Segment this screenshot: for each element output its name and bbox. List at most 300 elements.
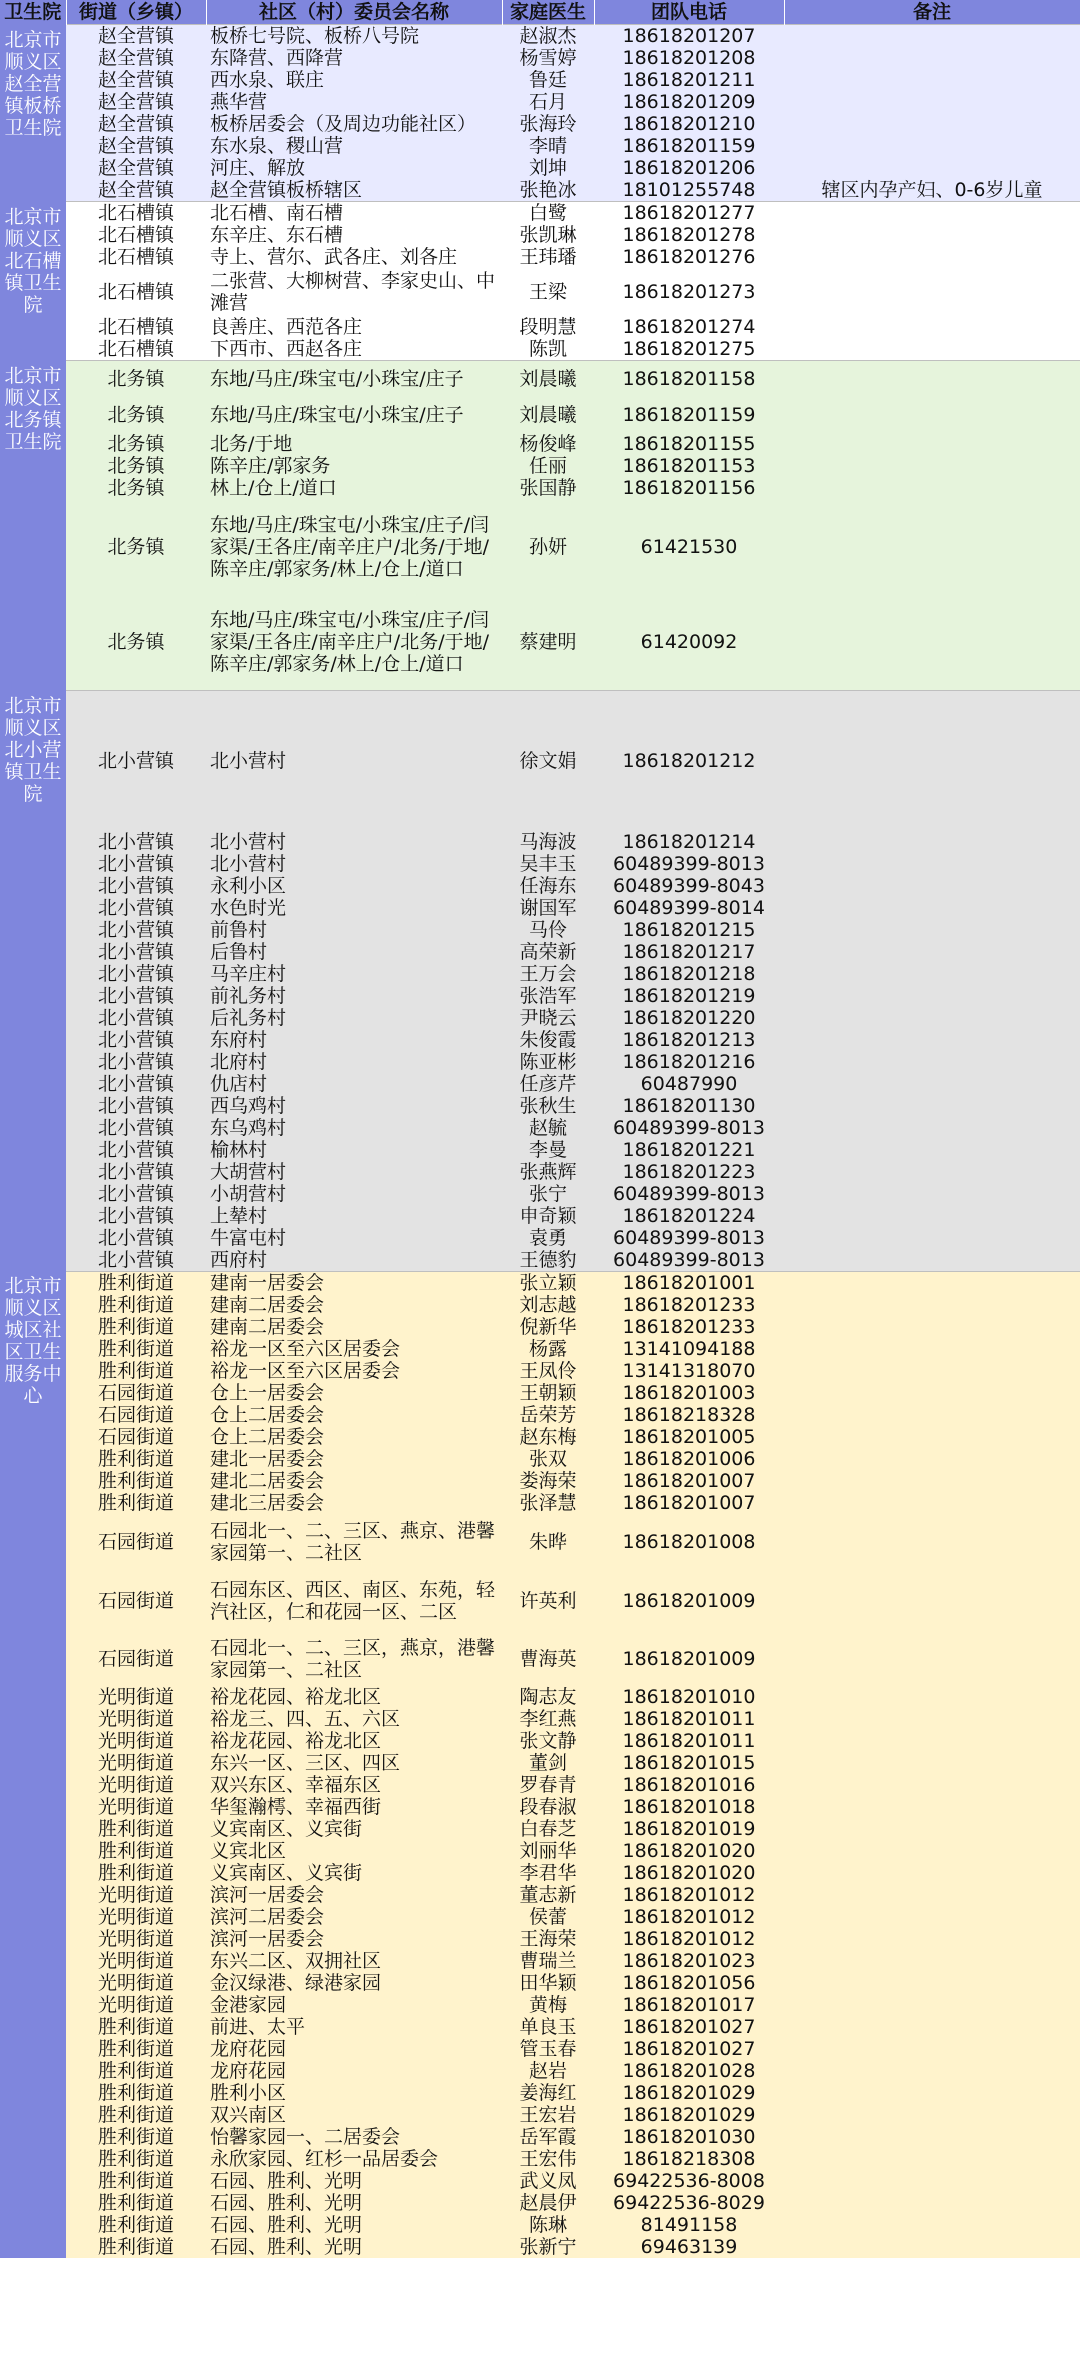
street-cell: 光明街道 [66, 1796, 206, 1818]
street-cell: 光明街道 [66, 1928, 206, 1950]
note-cell [784, 1426, 1080, 1448]
doctor-cell: 张国静 [502, 477, 594, 499]
phone-cell: 18618201159 [594, 397, 784, 433]
note-cell [784, 1862, 1080, 1884]
community-cell: 石园、胜利、光明 [206, 2214, 502, 2236]
phone-cell: 18618201012 [594, 1906, 784, 1928]
table-row [0, 2016, 1080, 2038]
community-cell: 板桥七号院、板桥八号院 [206, 25, 502, 48]
table-row [0, 897, 1080, 919]
table-row [0, 1514, 1080, 1570]
community-cell: 东辛庄、东石槽 [206, 224, 502, 246]
community-cell: 仓上二居委会 [206, 1426, 502, 1448]
table-row [0, 831, 1080, 853]
community-cell: 大胡营村 [206, 1161, 502, 1183]
note-cell [784, 1205, 1080, 1227]
table-row [0, 1818, 1080, 1840]
doctor-cell: 赵毓 [502, 1117, 594, 1139]
hospital-name: 北京市顺义区赵全营镇板桥卫生院 [0, 25, 66, 202]
community-cell: 裕龙一区至六区居委会 [206, 1338, 502, 1360]
community-cell: 石园、胜利、光明 [206, 2192, 502, 2214]
community-cell: 北小营村 [206, 853, 502, 875]
doctor-cell: 王玮璠 [502, 246, 594, 268]
community-cell: 金汉绿港、绿港家园 [206, 1972, 502, 1994]
table-row [0, 1271, 1080, 1294]
table-row [0, 963, 1080, 985]
doctor-cell: 曹瑞兰 [502, 1950, 594, 1972]
table-row [0, 1448, 1080, 1470]
phone-cell: 18618201210 [594, 113, 784, 135]
phone-cell: 18618201003 [594, 1382, 784, 1404]
phone-cell: 13141318070 [594, 1360, 784, 1382]
table-row [0, 316, 1080, 338]
table-row [0, 1774, 1080, 1796]
phone-cell: 18618201011 [594, 1708, 784, 1730]
phone-cell: 18618201233 [594, 1294, 784, 1316]
note-cell [784, 2038, 1080, 2060]
note-cell [784, 1117, 1080, 1139]
table-row [0, 1928, 1080, 1950]
note-cell [784, 1095, 1080, 1117]
note-cell [784, 455, 1080, 477]
doctor-cell: 段明慧 [502, 316, 594, 338]
phone-cell: 18618201276 [594, 246, 784, 268]
table-row [0, 113, 1080, 135]
street-cell: 石园街道 [66, 1632, 206, 1686]
street-cell: 胜利街道 [66, 1338, 206, 1360]
community-cell: 东地/马庄/珠宝屯/小珠宝/庄子/闫家渠/王各庄/南辛庄户/北务/于地/陈辛庄/郭家务/林上/仓上/道口 [206, 595, 502, 691]
street-cell: 北小营镇 [66, 875, 206, 897]
street-cell: 北小营镇 [66, 691, 206, 831]
note-cell [784, 1360, 1080, 1382]
street-cell: 胜利街道 [66, 2170, 206, 2192]
community-cell: 东兴一区、三区、四区 [206, 1752, 502, 1774]
table-row [0, 1382, 1080, 1404]
table-row [0, 202, 1080, 225]
phone-cell: 18618201030 [594, 2126, 784, 2148]
doctor-cell: 田华颖 [502, 1972, 594, 1994]
community-cell: 永欣家园、红杉一品居委会 [206, 2148, 502, 2170]
phone-cell: 18618201020 [594, 1862, 784, 1884]
community-cell: 东降营、西降营 [206, 47, 502, 69]
community-cell: 北石槽、南石槽 [206, 202, 502, 225]
table-row [0, 1249, 1080, 1272]
street-cell: 胜利街道 [66, 2148, 206, 2170]
note-cell [784, 2148, 1080, 2170]
street-cell: 北务镇 [66, 433, 206, 455]
street-cell: 赵全营镇 [66, 113, 206, 135]
note-cell [784, 1073, 1080, 1095]
note-cell [784, 1752, 1080, 1774]
phone-cell: 18618201153 [594, 455, 784, 477]
note-cell [784, 1774, 1080, 1796]
community-cell: 北务/于地 [206, 433, 502, 455]
doctor-cell: 王德豹 [502, 1249, 594, 1272]
table-row [0, 91, 1080, 113]
doctor-cell: 赵淑杰 [502, 25, 594, 48]
note-cell [784, 1271, 1080, 1294]
doctor-cell: 赵岩 [502, 2060, 594, 2082]
doctor-cell: 岳荣芳 [502, 1404, 594, 1426]
street-cell: 北石槽镇 [66, 202, 206, 225]
street-cell: 赵全营镇 [66, 179, 206, 202]
table-row [0, 2170, 1080, 2192]
doctor-cell: 李曼 [502, 1139, 594, 1161]
phone-cell: 18618218308 [594, 2148, 784, 2170]
phone-cell: 18618201005 [594, 1426, 784, 1448]
table-row [0, 1686, 1080, 1708]
hospital-name: 北京市顺义区北小营镇卫生院 [0, 691, 66, 1272]
doctor-cell: 李红燕 [502, 1708, 594, 1730]
note-cell [784, 1492, 1080, 1514]
note-cell [784, 1227, 1080, 1249]
note-cell [784, 2170, 1080, 2192]
street-cell: 赵全营镇 [66, 135, 206, 157]
phone-cell: 18618201213 [594, 1029, 784, 1051]
table-row [0, 2126, 1080, 2148]
phone-cell: 18618201207 [594, 25, 784, 48]
community-cell: 前礼务村 [206, 985, 502, 1007]
table-row [0, 941, 1080, 963]
table-row [0, 1360, 1080, 1382]
street-cell: 石园街道 [66, 1570, 206, 1632]
note-cell [784, 2016, 1080, 2038]
table-row [0, 2214, 1080, 2236]
table-row [0, 1139, 1080, 1161]
community-cell: 建北二居委会 [206, 1470, 502, 1492]
table-row [0, 1972, 1080, 1994]
doctor-cell: 李君华 [502, 1862, 594, 1884]
note-cell [784, 157, 1080, 179]
phone-cell: 18618201016 [594, 1774, 784, 1796]
phone-cell: 18618201027 [594, 2038, 784, 2060]
doctor-cell: 吴丰玉 [502, 853, 594, 875]
community-cell: 仓上二居委会 [206, 1404, 502, 1426]
phone-cell: 18618201211 [594, 69, 784, 91]
doctor-cell: 孙妍 [502, 499, 594, 595]
community-cell: 东府村 [206, 1029, 502, 1051]
table-row [0, 1470, 1080, 1492]
street-cell: 胜利街道 [66, 2082, 206, 2104]
note-cell [784, 1514, 1080, 1570]
community-cell: 东兴二区、双拥社区 [206, 1950, 502, 1972]
hospital-name: 北京市顺义区城区社区卫生服务中心 [0, 1271, 66, 2258]
note-cell [784, 2126, 1080, 2148]
note-cell [784, 202, 1080, 225]
doctor-cell: 杨俊峰 [502, 433, 594, 455]
street-cell: 胜利街道 [66, 1840, 206, 1862]
phone-cell: 18618201155 [594, 433, 784, 455]
table-row [0, 985, 1080, 1007]
community-cell: 东地/马庄/珠宝屯/小珠宝/庄子 [206, 361, 502, 397]
note-cell [784, 1840, 1080, 1862]
phone-cell: 60489399-8013 [594, 1183, 784, 1205]
note-cell [784, 316, 1080, 338]
note-cell [784, 499, 1080, 595]
doctor-cell: 白鹭 [502, 202, 594, 225]
table-row [0, 1426, 1080, 1448]
note-cell [784, 963, 1080, 985]
community-cell: 板桥居委会（及周边功能社区） [206, 113, 502, 135]
community-cell: 水色时光 [206, 897, 502, 919]
community-cell: 滨河二居委会 [206, 1906, 502, 1928]
street-cell: 光明街道 [66, 1686, 206, 1708]
note-cell [784, 91, 1080, 113]
note-cell [784, 2082, 1080, 2104]
doctor-cell: 侯蕾 [502, 1906, 594, 1928]
hospital-name: 北京市顺义区北务镇卫生院 [0, 361, 66, 691]
community-cell: 石园、胜利、光明 [206, 2236, 502, 2258]
street-cell: 胜利街道 [66, 2104, 206, 2126]
doctor-cell: 谢国军 [502, 897, 594, 919]
phone-cell: 18618201018 [594, 1796, 784, 1818]
phone-cell: 18618201007 [594, 1470, 784, 1492]
note-cell [784, 985, 1080, 1007]
table-row [0, 361, 1080, 397]
doctor-cell: 李晴 [502, 135, 594, 157]
table-row [0, 1492, 1080, 1514]
note-cell [784, 897, 1080, 919]
street-cell: 北小营镇 [66, 1161, 206, 1183]
doctor-cell: 张立颖 [502, 1271, 594, 1294]
doctor-cell: 白春芝 [502, 1818, 594, 1840]
doctor-cell: 任丽 [502, 455, 594, 477]
community-cell: 滨河一居委会 [206, 1928, 502, 1950]
phone-cell: 18618201029 [594, 2082, 784, 2104]
phone-cell: 60489399-8013 [594, 1249, 784, 1272]
street-cell: 胜利街道 [66, 2038, 206, 2060]
doctor-cell: 陈琳 [502, 2214, 594, 2236]
street-cell: 胜利街道 [66, 1448, 206, 1470]
table-row [0, 1752, 1080, 1774]
street-cell: 光明街道 [66, 1906, 206, 1928]
phone-cell: 18618201156 [594, 477, 784, 499]
street-cell: 石园街道 [66, 1404, 206, 1426]
note-cell [784, 1708, 1080, 1730]
doctor-cell: 姜海红 [502, 2082, 594, 2104]
street-cell: 赵全营镇 [66, 91, 206, 113]
phone-cell: 18618201009 [594, 1570, 784, 1632]
doctor-cell: 石月 [502, 91, 594, 113]
table-row [0, 1730, 1080, 1752]
doctor-cell: 王宏岩 [502, 2104, 594, 2126]
phone-cell: 18618201278 [594, 224, 784, 246]
street-cell: 北小营镇 [66, 1249, 206, 1272]
street-cell: 北小营镇 [66, 853, 206, 875]
note-cell [784, 1818, 1080, 1840]
community-cell: 榆林村 [206, 1139, 502, 1161]
phone-cell: 18618201008 [594, 1514, 784, 1570]
community-cell: 石园、胜利、光明 [206, 2170, 502, 2192]
phone-cell: 18618201274 [594, 316, 784, 338]
community-cell: 寺上、营尔、武各庄、刘各庄 [206, 246, 502, 268]
street-cell: 胜利街道 [66, 1271, 206, 1294]
street-cell: 石园街道 [66, 1426, 206, 1448]
street-cell: 北小营镇 [66, 963, 206, 985]
doctor-cell: 杨雪婷 [502, 47, 594, 69]
street-cell: 光明街道 [66, 1708, 206, 1730]
street-cell: 光明街道 [66, 1950, 206, 1972]
phone-cell: 18618201221 [594, 1139, 784, 1161]
doctor-cell: 管玉春 [502, 2038, 594, 2060]
note-cell [784, 69, 1080, 91]
street-cell: 胜利街道 [66, 2016, 206, 2038]
table-row [0, 47, 1080, 69]
street-cell: 北小营镇 [66, 1029, 206, 1051]
note-cell [784, 1730, 1080, 1752]
note-cell [784, 1007, 1080, 1029]
table-row [0, 2148, 1080, 2170]
street-cell: 北石槽镇 [66, 246, 206, 268]
doctor-cell: 段春淑 [502, 1796, 594, 1818]
note-cell [784, 1950, 1080, 1972]
table-row [0, 1205, 1080, 1227]
phone-cell: 60489399-8013 [594, 1117, 784, 1139]
phone-cell: 18618201209 [594, 91, 784, 113]
phone-cell: 18618201020 [594, 1840, 784, 1862]
header-doctor: 家庭医生 [502, 0, 594, 25]
phone-cell: 18618201011 [594, 1730, 784, 1752]
community-cell: 西水泉、联庄 [206, 69, 502, 91]
table-row [0, 1994, 1080, 2016]
community-cell: 陈辛庄/郭家务 [206, 455, 502, 477]
street-cell: 北小营镇 [66, 919, 206, 941]
table-row [0, 2236, 1080, 2258]
doctor-cell: 曹海英 [502, 1632, 594, 1686]
note-cell [784, 338, 1080, 361]
note-cell [784, 1183, 1080, 1205]
community-cell: 裕龙三、四、五、六区 [206, 1708, 502, 1730]
phone-cell: 18618201006 [594, 1448, 784, 1470]
phone-cell: 18618201029 [594, 2104, 784, 2126]
note-cell [784, 25, 1080, 48]
street-cell: 北务镇 [66, 499, 206, 595]
table-row [0, 1161, 1080, 1183]
community-cell: 良善庄、西范各庄 [206, 316, 502, 338]
phone-cell: 18618201009 [594, 1632, 784, 1686]
table-row [0, 224, 1080, 246]
street-cell: 北小营镇 [66, 1051, 206, 1073]
note-cell [784, 595, 1080, 691]
community-cell: 义宾南区、义宾街 [206, 1818, 502, 1840]
table-row [0, 1950, 1080, 1972]
note-cell [784, 246, 1080, 268]
doctor-cell: 蔡建明 [502, 595, 594, 691]
note-cell [784, 1972, 1080, 1994]
phone-cell: 18618201001 [594, 1271, 784, 1294]
community-cell: 林上/仓上/道口 [206, 477, 502, 499]
street-cell: 北石槽镇 [66, 338, 206, 361]
note-cell [784, 361, 1080, 397]
street-cell: 石园街道 [66, 1382, 206, 1404]
community-cell: 二张营、大柳树营、李家史山、中滩营 [206, 268, 502, 316]
note-cell [784, 875, 1080, 897]
table-row [0, 246, 1080, 268]
note-cell [784, 1316, 1080, 1338]
community-cell: 双兴南区 [206, 2104, 502, 2126]
doctor-cell: 王宏伟 [502, 2148, 594, 2170]
street-cell: 北务镇 [66, 477, 206, 499]
community-cell: 建北一居委会 [206, 1448, 502, 1470]
street-cell: 光明街道 [66, 1774, 206, 1796]
table-row [0, 1404, 1080, 1426]
street-cell: 北小营镇 [66, 1007, 206, 1029]
phone-cell: 18618201012 [594, 1928, 784, 1950]
street-cell: 光明街道 [66, 1972, 206, 1994]
phone-cell: 18618201206 [594, 157, 784, 179]
doctor-cell: 申奇颖 [502, 1205, 594, 1227]
phone-cell: 18618201007 [594, 1492, 784, 1514]
community-cell: 建南二居委会 [206, 1294, 502, 1316]
note-cell [784, 268, 1080, 316]
doctor-cell: 王海荣 [502, 1928, 594, 1950]
street-cell: 胜利街道 [66, 1818, 206, 1840]
note-cell [784, 941, 1080, 963]
doctor-cell: 张凯琳 [502, 224, 594, 246]
note-cell [784, 831, 1080, 853]
table-row [0, 1227, 1080, 1249]
note-cell [784, 47, 1080, 69]
phone-cell: 18618201028 [594, 2060, 784, 2082]
table-row [0, 1073, 1080, 1095]
street-cell: 北小营镇 [66, 1227, 206, 1249]
community-cell: 西府村 [206, 1249, 502, 1272]
table-row [0, 1862, 1080, 1884]
community-cell: 永利小区 [206, 875, 502, 897]
phone-cell: 18618201212 [594, 691, 784, 831]
phone-cell: 18618201217 [594, 941, 784, 963]
phone-cell: 18618201218 [594, 963, 784, 985]
community-cell: 北小营村 [206, 831, 502, 853]
header-community: 社区（村）委员会名称 [206, 0, 502, 25]
phone-cell: 60489399-8013 [594, 853, 784, 875]
community-cell: 东水泉、稷山营 [206, 135, 502, 157]
doctor-cell: 任彦芹 [502, 1073, 594, 1095]
note-cell [784, 1906, 1080, 1928]
street-cell: 北小营镇 [66, 985, 206, 1007]
community-cell: 前鲁村 [206, 919, 502, 941]
community-cell: 建南一居委会 [206, 1271, 502, 1294]
note-cell [784, 1570, 1080, 1632]
street-cell: 北石槽镇 [66, 224, 206, 246]
note-cell [784, 135, 1080, 157]
header-note: 备注 [784, 0, 1080, 25]
street-cell: 胜利街道 [66, 2060, 206, 2082]
street-cell: 石园街道 [66, 1514, 206, 1570]
phone-cell: 18618218328 [594, 1404, 784, 1426]
phone-cell: 18618201214 [594, 831, 784, 853]
doctor-cell: 张海玲 [502, 113, 594, 135]
phone-cell: 60489399-8014 [594, 897, 784, 919]
doctor-cell: 单良玉 [502, 2016, 594, 2038]
header-phone: 团队电话 [594, 0, 784, 25]
phone-cell: 81491158 [594, 2214, 784, 2236]
note-cell [784, 1051, 1080, 1073]
community-cell: 牛富屯村 [206, 1227, 502, 1249]
community-cell: 金港家园 [206, 1994, 502, 2016]
note-cell [784, 477, 1080, 499]
note-cell [784, 1884, 1080, 1906]
table-row [0, 1338, 1080, 1360]
header-row [0, 0, 1080, 25]
street-cell: 北小营镇 [66, 1205, 206, 1227]
doctor-cell: 王万会 [502, 963, 594, 985]
phone-cell: 18618201017 [594, 1994, 784, 2016]
phone-cell: 18618201275 [594, 338, 784, 361]
note-cell [784, 2214, 1080, 2236]
note-cell [784, 1161, 1080, 1183]
table-row [0, 268, 1080, 316]
